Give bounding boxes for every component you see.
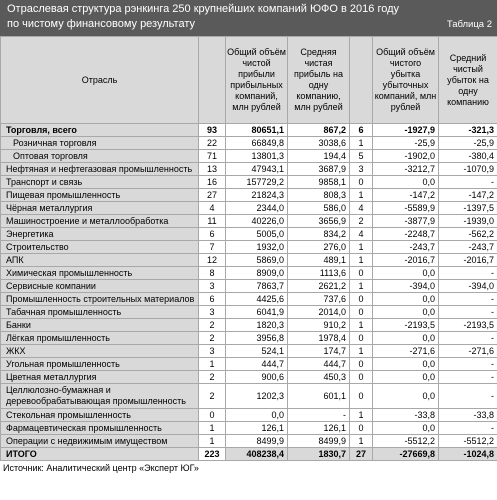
avg-loss-cell: -	[439, 371, 497, 384]
total-loss-cell: 0,0	[373, 293, 439, 306]
industry-cell: ИТОГО	[1, 448, 199, 461]
avg-loss-cell: -	[439, 293, 497, 306]
profitable-count-cell: 22	[199, 137, 226, 150]
total-loss-cell: 0,0	[373, 371, 439, 384]
profitable-count-cell: 6	[199, 228, 226, 241]
profitable-count-cell: 1	[199, 358, 226, 371]
profitable-count-cell: 7	[199, 241, 226, 254]
total-profit-cell: 1820,3	[226, 319, 288, 332]
total-loss-cell: -5512,2	[373, 435, 439, 448]
profitable-count-cell: 93	[199, 124, 226, 137]
industry-cell: Целлюлозно-бумажная и деревообрабатывающая промышленность	[1, 384, 199, 409]
total-profit-cell: 3956,8	[226, 332, 288, 345]
loss-count-cell: 1	[350, 280, 373, 293]
total-loss-cell: 0,0	[373, 422, 439, 435]
total-profit-cell: 5005,0	[226, 228, 288, 241]
total-loss-cell: -394,0	[373, 280, 439, 293]
loss-count-cell: 0	[350, 306, 373, 319]
industry-cell: Нефтяная и нефтегазовая промышленность	[1, 163, 199, 176]
industry-cell: Розничная торговля	[1, 137, 199, 150]
avg-loss-cell: -243,7	[439, 241, 497, 254]
total-profit-cell: 2344,0	[226, 202, 288, 215]
table-row	[1, 332, 497, 345]
loss-count-cell: 1	[350, 189, 373, 202]
industry-cell: Стекольная промышленность	[1, 409, 199, 422]
avg-profit-cell: 910,2	[288, 319, 350, 332]
avg-profit-cell: 3038,6	[288, 137, 350, 150]
total-profit-cell: 524,1	[226, 345, 288, 358]
total-profit-cell: 8909,0	[226, 267, 288, 280]
total-profit-cell: 1932,0	[226, 241, 288, 254]
total-loss-cell: 0,0	[373, 176, 439, 189]
table-title: Отраслевая структура рэнкинга 250 крупнейших компаний ЮФО в 2016 году по чистому финансовому результату	[7, 3, 400, 30]
total-profit-cell: 4425,6	[226, 293, 288, 306]
industry-cell: Химическая промышленность	[1, 267, 199, 280]
loss-count-cell: 0	[350, 293, 373, 306]
loss-count-cell: 1	[350, 137, 373, 150]
total-profit-cell: 0,0	[226, 409, 288, 422]
profitable-count-cell: 3	[199, 306, 226, 319]
avg-profit-cell: 194,4	[288, 150, 350, 163]
avg-loss-cell: -25,9	[439, 137, 497, 150]
avg-profit-cell: 8499,9	[288, 435, 350, 448]
total-profit-cell: 1202,3	[226, 384, 288, 409]
avg-loss-cell: -33,8	[439, 409, 497, 422]
avg-loss-cell: -2016,7	[439, 254, 497, 267]
avg-loss-cell: -	[439, 332, 497, 345]
profitable-count-cell: 16	[199, 176, 226, 189]
profitable-count-cell: 1	[199, 435, 226, 448]
loss-count-cell: 27	[350, 448, 373, 461]
avg-loss-cell: -1397,5	[439, 202, 497, 215]
avg-profit-cell: 1830,7	[288, 448, 350, 461]
avg-profit-cell: 1113,6	[288, 267, 350, 280]
total-loss-cell: -1902,0	[373, 150, 439, 163]
table-row	[1, 202, 497, 215]
total-loss-cell: 0,0	[373, 267, 439, 280]
table-row	[1, 280, 497, 293]
profitable-count-cell: 11	[199, 215, 226, 228]
profitable-count-cell: 12	[199, 254, 226, 267]
avg-loss-cell: -	[439, 358, 497, 371]
loss-count-cell: 0	[350, 176, 373, 189]
table-row	[1, 241, 497, 254]
column-header-loss-count	[350, 37, 373, 124]
avg-loss-cell: -271,6	[439, 345, 497, 358]
loss-count-cell: 0	[350, 371, 373, 384]
table-row	[1, 163, 497, 176]
industry-cell: Промышленность строительных материалов	[1, 293, 199, 306]
profitable-count-cell: 27	[199, 189, 226, 202]
total-loss-cell: 0,0	[373, 332, 439, 345]
profitable-count-cell: 2	[199, 384, 226, 409]
avg-loss-cell: -	[439, 176, 497, 189]
table-number: Таблица 2	[446, 19, 492, 30]
column-header-total-loss: Общий объём чистого убытка убыточных компаний, млн рублей	[373, 37, 439, 124]
industry-cell: Оптовая торговля	[1, 150, 199, 163]
table-row	[1, 215, 497, 228]
table-row	[1, 409, 497, 422]
avg-profit-cell: 9858,1	[288, 176, 350, 189]
loss-count-cell: 1	[350, 345, 373, 358]
total-loss-cell: 0,0	[373, 358, 439, 371]
table-row	[1, 422, 497, 435]
column-header-profitable-count	[199, 37, 226, 124]
total-loss-cell: -25,9	[373, 137, 439, 150]
profitable-count-cell: 2	[199, 371, 226, 384]
total-loss-cell: -27669,8	[373, 448, 439, 461]
loss-count-cell: 1	[350, 241, 373, 254]
total-profit-cell: 47943,1	[226, 163, 288, 176]
industry-cell: Транспорт и связь	[1, 176, 199, 189]
avg-profit-cell: 2621,2	[288, 280, 350, 293]
industry-cell: Операции с недвижимым имуществом	[1, 435, 199, 448]
avg-profit-cell: 737,6	[288, 293, 350, 306]
industry-cell: ЖКХ	[1, 345, 199, 358]
total-loss-cell: -3212,7	[373, 163, 439, 176]
avg-loss-cell: -2193,5	[439, 319, 497, 332]
total-loss-cell: -3877,9	[373, 215, 439, 228]
profitable-count-cell: 71	[199, 150, 226, 163]
avg-profit-cell: 601,1	[288, 384, 350, 409]
total-loss-cell: -33,8	[373, 409, 439, 422]
profitable-count-cell: 2	[199, 319, 226, 332]
table-row	[1, 371, 497, 384]
table-header-bar	[0, 0, 497, 36]
total-profit-cell: 13801,3	[226, 150, 288, 163]
industry-cell: Банки	[1, 319, 199, 332]
table-total-row	[1, 448, 497, 461]
total-profit-cell: 8499,9	[226, 435, 288, 448]
avg-loss-cell: -562,2	[439, 228, 497, 241]
avg-profit-cell: 444,7	[288, 358, 350, 371]
avg-loss-cell: -1024,8	[439, 448, 497, 461]
total-loss-cell: -243,7	[373, 241, 439, 254]
table-row	[1, 358, 497, 371]
table-row	[1, 345, 497, 358]
total-profit-cell: 40226,0	[226, 215, 288, 228]
loss-count-cell: 1	[350, 435, 373, 448]
industry-cell: Пищевая промышленность	[1, 189, 199, 202]
profitable-count-cell: 1	[199, 422, 226, 435]
column-header-avg-loss: Средний чистый убыток на одну компанию	[439, 37, 497, 124]
loss-count-cell: 3	[350, 163, 373, 176]
table-row	[1, 137, 497, 150]
avg-loss-cell: -321,3	[439, 124, 497, 137]
avg-loss-cell: -1939,0	[439, 215, 497, 228]
column-header-row	[1, 37, 497, 124]
avg-profit-cell: 867,2	[288, 124, 350, 137]
avg-loss-cell: -	[439, 306, 497, 319]
total-profit-cell: 408238,4	[226, 448, 288, 461]
avg-profit-cell: 834,2	[288, 228, 350, 241]
industry-cell: АПК	[1, 254, 199, 267]
loss-count-cell: 6	[350, 124, 373, 137]
total-loss-cell: 0,0	[373, 306, 439, 319]
column-header-avg-profit: Средняя чистая прибыль на одну компанию, млн рублей	[288, 37, 350, 124]
total-loss-cell: -271,6	[373, 345, 439, 358]
total-loss-cell: -2248,7	[373, 228, 439, 241]
avg-profit-cell: 126,1	[288, 422, 350, 435]
avg-profit-cell: 1978,4	[288, 332, 350, 345]
industry-cell: Чёрная металлургия	[1, 202, 199, 215]
loss-count-cell: 1	[350, 319, 373, 332]
industry-cell: Цветная металлургия	[1, 371, 199, 384]
loss-count-cell: 1	[350, 254, 373, 267]
table-row	[1, 124, 497, 137]
loss-count-cell: 1	[350, 409, 373, 422]
profitable-count-cell: 223	[199, 448, 226, 461]
total-profit-cell: 126,1	[226, 422, 288, 435]
profitable-count-cell: 2	[199, 332, 226, 345]
profitable-count-cell: 3	[199, 280, 226, 293]
table-row	[1, 384, 497, 409]
industry-cell: Табачная промышленность	[1, 306, 199, 319]
avg-profit-cell: 489,1	[288, 254, 350, 267]
total-profit-cell: 80651,1	[226, 124, 288, 137]
avg-profit-cell: 3687,9	[288, 163, 350, 176]
profitable-count-cell: 0	[199, 409, 226, 422]
avg-loss-cell: -5512,2	[439, 435, 497, 448]
avg-loss-cell: -394,0	[439, 280, 497, 293]
loss-count-cell: 4	[350, 202, 373, 215]
avg-profit-cell: 276,0	[288, 241, 350, 254]
avg-profit-cell: 808,3	[288, 189, 350, 202]
avg-loss-cell: -1070,9	[439, 163, 497, 176]
loss-count-cell: 0	[350, 422, 373, 435]
industry-cell: Энергетика	[1, 228, 199, 241]
total-profit-cell: 900,6	[226, 371, 288, 384]
profitable-count-cell: 13	[199, 163, 226, 176]
industry-cell: Сервисные компании	[1, 280, 199, 293]
avg-loss-cell: -380,4	[439, 150, 497, 163]
total-profit-cell: 444,7	[226, 358, 288, 371]
loss-count-cell: 0	[350, 358, 373, 371]
avg-loss-cell: -	[439, 384, 497, 409]
profitable-count-cell: 4	[199, 202, 226, 215]
column-header-industry: Отрасль	[1, 37, 199, 124]
profitable-count-cell: 3	[199, 345, 226, 358]
avg-profit-cell: 3656,9	[288, 215, 350, 228]
avg-profit-cell: 2014,0	[288, 306, 350, 319]
table-row	[1, 267, 497, 280]
table-row	[1, 306, 497, 319]
avg-loss-cell: -	[439, 422, 497, 435]
total-profit-cell: 7863,7	[226, 280, 288, 293]
loss-count-cell: 4	[350, 228, 373, 241]
loss-count-cell: 0	[350, 267, 373, 280]
table-row	[1, 228, 497, 241]
table-row	[1, 319, 497, 332]
total-profit-cell: 21824,3	[226, 189, 288, 202]
table-row	[1, 254, 497, 267]
loss-count-cell: 2	[350, 215, 373, 228]
avg-profit-cell: 174,7	[288, 345, 350, 358]
profitable-count-cell: 6	[199, 293, 226, 306]
table-row	[1, 176, 497, 189]
loss-count-cell: 5	[350, 150, 373, 163]
avg-loss-cell: -	[439, 267, 497, 280]
data-table	[0, 36, 497, 461]
total-profit-cell: 66849,8	[226, 137, 288, 150]
loss-count-cell: 0	[350, 332, 373, 345]
total-loss-cell: 0,0	[373, 384, 439, 409]
total-profit-cell: 5869,0	[226, 254, 288, 267]
industry-cell: Угольная промышленность	[1, 358, 199, 371]
avg-profit-cell: 450,3	[288, 371, 350, 384]
table-row	[1, 189, 497, 202]
table-row	[1, 150, 497, 163]
industry-cell: Лёгкая промышленность	[1, 332, 199, 345]
profitable-count-cell: 8	[199, 267, 226, 280]
avg-profit-cell: 586,0	[288, 202, 350, 215]
table-row	[1, 293, 497, 306]
total-profit-cell: 157729,2	[226, 176, 288, 189]
total-loss-cell: -147,2	[373, 189, 439, 202]
loss-count-cell: 0	[350, 384, 373, 409]
avg-loss-cell: -147,2	[439, 189, 497, 202]
industry-cell: Строительство	[1, 241, 199, 254]
industry-cell: Машиностроение и металлообработка	[1, 215, 199, 228]
total-loss-cell: -2016,7	[373, 254, 439, 267]
total-loss-cell: -2193,5	[373, 319, 439, 332]
column-header-total-profit: Общий объём чистой прибыли прибыльных компаний, млн рублей	[226, 37, 288, 124]
source-note: Источник: Аналитический центр «Эксперт ЮГ»	[3, 463, 199, 473]
industry-cell: Торговля, всего	[1, 124, 199, 137]
total-loss-cell: -5589,9	[373, 202, 439, 215]
avg-profit-cell: -	[288, 409, 350, 422]
table-row	[1, 435, 497, 448]
industry-cell: Фармацевтическая промышленность	[1, 422, 199, 435]
total-loss-cell: -1927,9	[373, 124, 439, 137]
total-profit-cell: 6041,9	[226, 306, 288, 319]
